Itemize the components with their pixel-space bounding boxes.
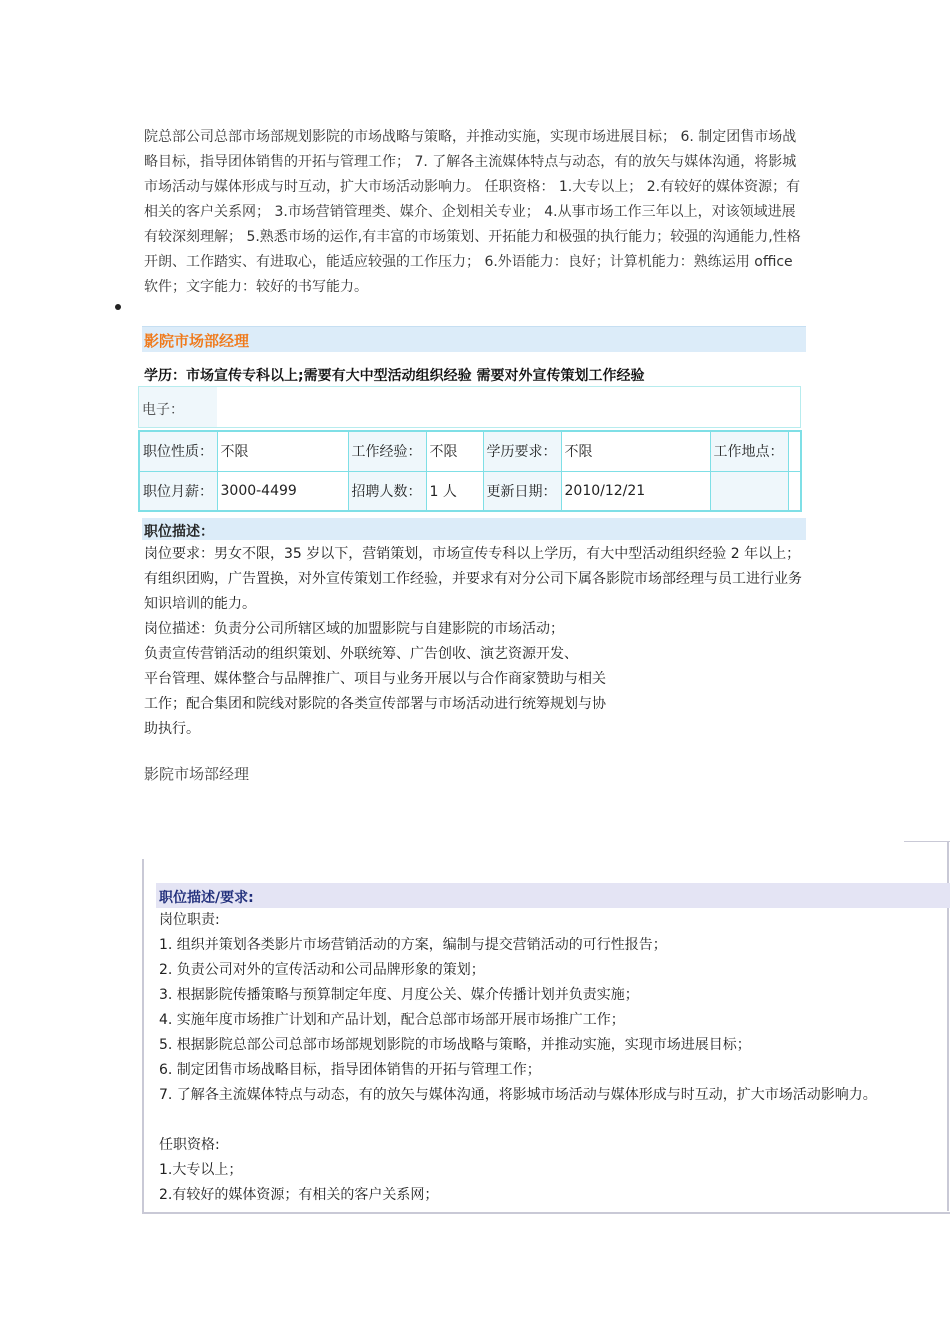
job-title: 影院市场部经理 (144, 332, 250, 350)
description-paragraph: 工作；配合集团和院线对影院的各类宣传部署与市场活动进行统筹规划与协 (144, 696, 606, 712)
description-body (144, 542, 808, 742)
headcount-label: 招聘人数： (348, 471, 426, 511)
duties-list (159, 908, 949, 1208)
experience-label: 工作经验： (348, 431, 426, 471)
salary-value: 3000-4499 (217, 471, 348, 511)
empty-cell (788, 471, 801, 511)
email-label: 电子： (142, 402, 184, 418)
table-row (139, 431, 801, 471)
list-item: 5. 根据影院总部公司总部市场部规划影院的市场战略与策略，并推动实施，实现市场进展目标； (159, 1037, 751, 1053)
education-label: 学历要求： (483, 431, 561, 471)
list-item: 6. 制定团售市场战略目标，指导团体销售的开拓与管理工作； (159, 1062, 541, 1078)
description-header-bar (142, 518, 806, 540)
list-item: 1. 组织并策划各类影片市场营销活动的方案，编制与提交营销活动的可行性报告； (159, 937, 667, 953)
list-item (159, 1108, 949, 1133)
description-paragraph: 负责宣传营销活动的组织策划、外联统筹、广告创收、演艺资源开发、 (144, 646, 578, 662)
updated-value: 2010/12/21 (561, 471, 710, 511)
divider (904, 841, 950, 842)
nature-label: 职位性质： (139, 431, 217, 471)
empty-cell (710, 471, 788, 511)
experience-value: 不限 (426, 431, 483, 471)
salary-label: 职位月薪： (139, 471, 217, 511)
list-item: 任职资格: (159, 1137, 220, 1153)
headcount-value: 1 人 (426, 471, 483, 511)
intro-paragraph: 院总部公司总部市场部规划影院的市场战略与策略，并推动实施，实现市场进展目标； 6. 制定团售市场战略目标，指导团体销售的开拓与管理工作； 7. 了解各主流媒体特点与动态，有的放矢与媒体沟通，将影城市场活动与媒体形成与时互动，扩大市场活动影响力。 任职资格： 1.大专以上； 2.有较好的媒体资源；有相关的客户关系网； 3.市场营销管理类、媒介、企划相关专业； 4.从事市场工作三年以上，对该领域进展有较深刻理解； 5.熟悉市场的运作,有丰富的市场策划、开拓能力和极强的执行能力；较强的沟通能力,性格开朗、工作踏实、有进取心，能适应较强的工作压力； 6.外语能力：良好；计算机能力：熟练运用 office 软件；文字能力：较好的书写能力。 (144, 129, 801, 295)
description-paragraph: 助执行。 (144, 721, 200, 737)
list-item: 2. 负责公司对外的宣传活动和公司品牌形象的策划； (159, 962, 485, 978)
job-info-table (138, 430, 802, 512)
list-item: 4. 实施年度市场推广计划和产品计划，配合总部市场部开展市场推广工作； (159, 1012, 625, 1028)
education-value: 不限 (561, 431, 710, 471)
duties-header: 职位描述/要求: (159, 890, 254, 906)
description-paragraph: 平台管理、媒体整合与品牌推广、项目与业务开展以与合作商家赞助与相关 (144, 671, 606, 687)
list-item: 2.有较好的媒体资源；有相关的客户关系网； (159, 1187, 439, 1203)
section-title: 影院市场部经理 (144, 765, 250, 783)
description-paragraph: 岗位描述：负责分公司所辖区域的加盟影院与自建影院的市场活动； (144, 621, 564, 637)
location-value (788, 431, 801, 471)
table-row (139, 471, 801, 511)
email-row (138, 386, 801, 428)
description-header: 职位描述： (144, 524, 214, 540)
list-item: 3. 根据影院传播策略与预算制定年度、月度公关、媒介传播计划并负责实施； (159, 987, 639, 1003)
list-item: 1.大专以上； (159, 1162, 243, 1178)
duties-header-bar (156, 883, 950, 908)
requirement-line: 学历：市场宣传专科以上;需要有大中型活动组织经验 需要对外宣传策划工作经验 (144, 368, 645, 384)
updated-label: 更新日期： (483, 471, 561, 511)
description-paragraph: 岗位要求：男女不限，35 岁以下，营销策划，市场宣传专科以上学历，有大中型活动组织经验 2 年以上；有组织团购，广告置换，对外宣传策划工作经验，并要求有对分公司下属各影院市场部经理与员工进行业务知识培训的能力。 (144, 546, 802, 612)
list-item: 7. 了解各主流媒体特点与动态，有的放矢与媒体沟通，将影城市场活动与媒体形成与时互动，扩大市场活动影响力。 (159, 1087, 877, 1103)
list-item: 岗位职责: (159, 912, 220, 928)
nature-value: 不限 (217, 431, 348, 471)
job-title-bar (142, 326, 806, 352)
location-label: 工作地点： (710, 431, 788, 471)
email-label-cell (139, 387, 217, 427)
list-bullet (115, 304, 121, 310)
